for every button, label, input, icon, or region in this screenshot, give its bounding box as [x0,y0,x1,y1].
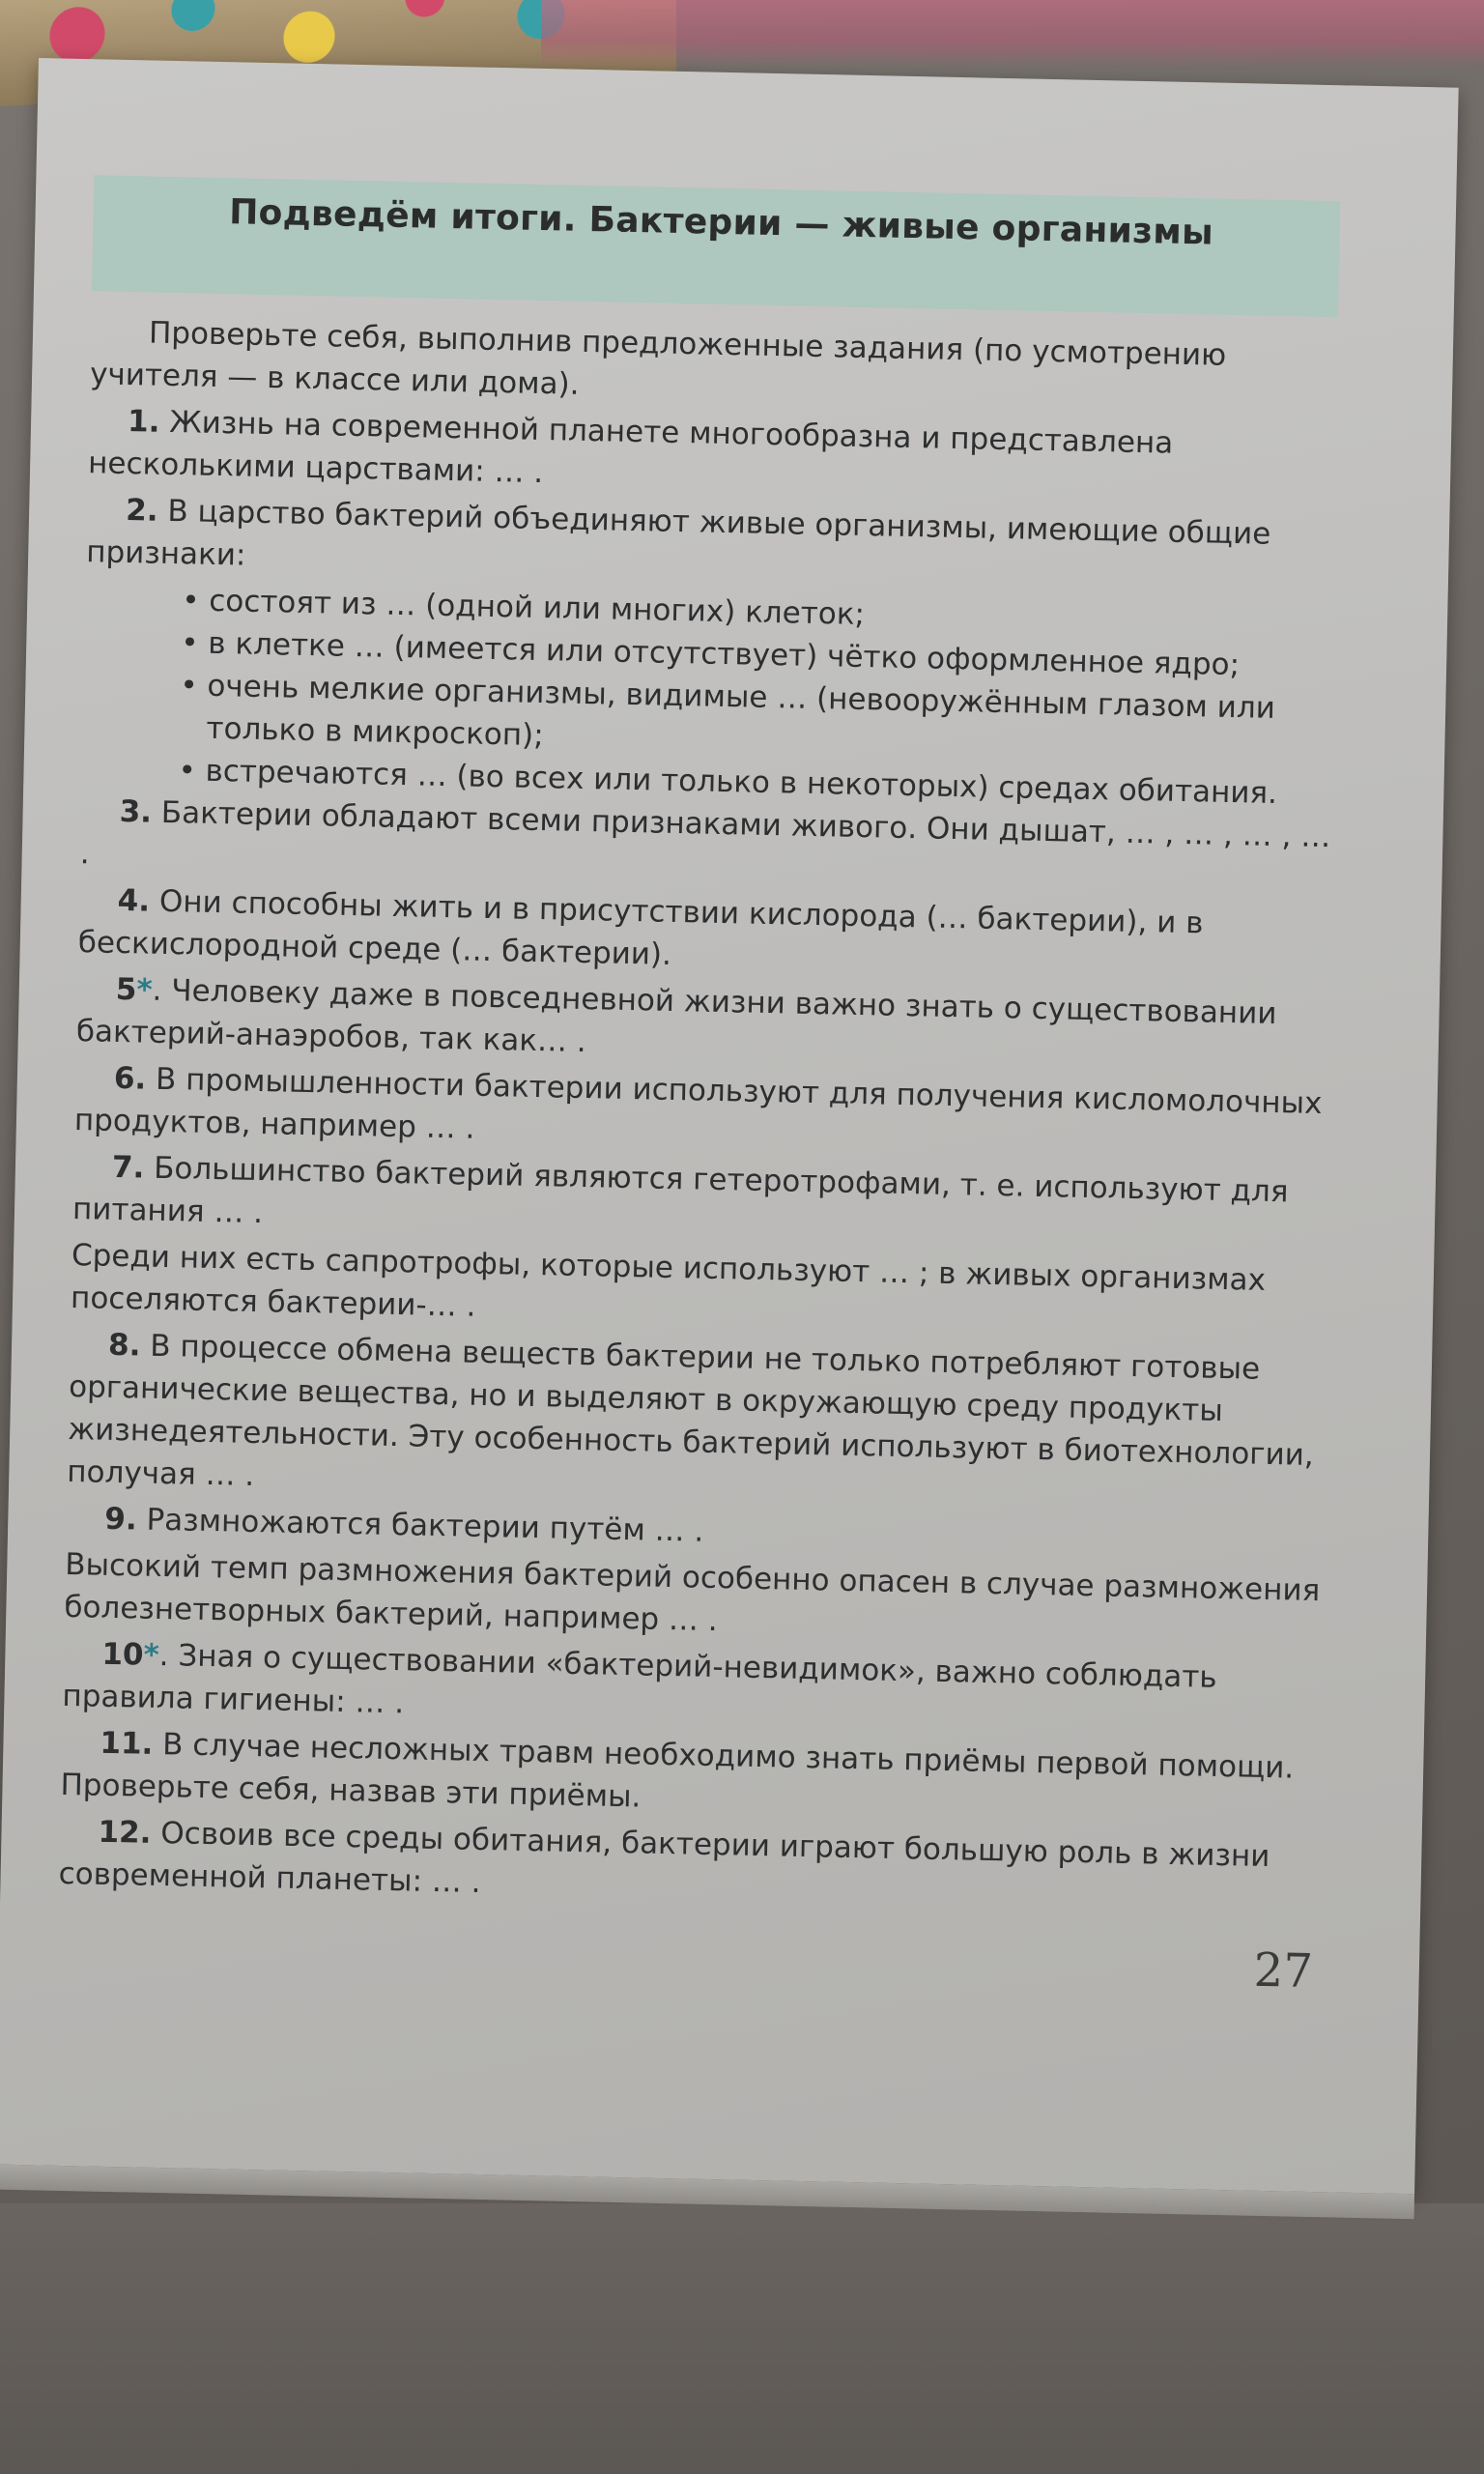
task-number: 3. [119,793,153,830]
task-text: Жизнь на современной планете многообразна и представлена несколькими царствами: … . [87,404,1174,491]
task-8 [67,1323,1335,1519]
page-title: Подведём итоги. Бактерии — живые организмы [228,192,1214,253]
page-number: 27 [1253,1942,1314,1999]
task-7-continuation: Среди них есть сапротрофы, которые используют … ; в живых организмах поселяются бактерии-… . [70,1237,1267,1324]
task-number: 12. [98,1814,152,1851]
task-text: Большинство бактерий являются гетеротрофами, т. е. используют для питания … . [71,1150,1289,1231]
fabric-edge [541,0,1484,68]
task-number: 2. [125,492,158,529]
task-number: 5 [115,971,137,1008]
textbook-page [0,58,1459,2194]
task-number: 4. [117,882,151,919]
task-number: 10 [101,1636,144,1673]
table-surface [0,2203,1484,2474]
task-2-bullet-list [81,577,1351,816]
task-text: Освоив все среды обитания, бактерии играют большую роль в жизни современной планеты: … . [58,1816,1270,1900]
task-9-continuation: Высокий темп размножения бактерий особенно опасен в случае размножения болезнетворных бактерий, например … . [64,1546,1321,1639]
bullet-item: • в клетке … (имеется или отсутствует) чётко оформленное ядро; [181,621,1351,688]
task-text: Они способны жить и в присутствии кислорода (… бактерии), и в бескислородной среде (… бактерии). [77,883,1204,972]
page-content [58,310,1356,1925]
task-text: В процессе обмена веществ бактерии не только потребляют готовые органические вещества, но и выделяют в окружающую среду продукты жизнедеятельности. Эту особенность бактерий используют в биотехнологии, получая … . [66,1328,1315,1493]
task-number: 1. [127,404,160,440]
task-number: 7. [111,1149,145,1186]
task-text: В случае несложных травм необходимо знать приёмы первой помощи. Проверьте себя, назвав эти приёмы. [60,1727,1295,1815]
task-number: 8. [107,1327,141,1364]
intro-text: Проверьте себя, выполнив предложенные задания (по усмотрению учителя — в классе или дома). [89,315,1227,402]
task-text: Бактерии обладают всеми признаками живого. Они дышат, … , … , … , … . [79,794,1331,872]
task-text: Размножаются бактерии путём … . [146,1502,704,1549]
bullet-item: • состоят из … (одной или многих) клеток; [182,579,1352,646]
task-number: 6. [113,1060,147,1097]
bullet-item: • встречаются … (во всех или только в некоторых) средах обитания. [178,749,1348,816]
star-marker: * [143,1637,160,1673]
task-text: . Человеку даже в повседневной жизни важно знать о существовании бактерий-анаэробов, так как… . [75,972,1277,1060]
bullet-item: • очень мелкие организмы, видимые … (невооружённым глазом или только в микроскоп); [179,664,1350,773]
task-text: В промышленности бактерии используют для получения кисломолочных продуктов, например … . [73,1061,1323,1146]
task-text: . Зная о существовании «бактерий-невидимок», важно соблюдать правила гигиены: … . [62,1637,1218,1721]
task-number: 11. [100,1725,154,1762]
star-marker: * [136,972,153,1008]
task-number: 9. [103,1501,138,1538]
task-text: В царство бактерий объединяют живые организмы, имеющие общие признаки: [85,493,1271,573]
